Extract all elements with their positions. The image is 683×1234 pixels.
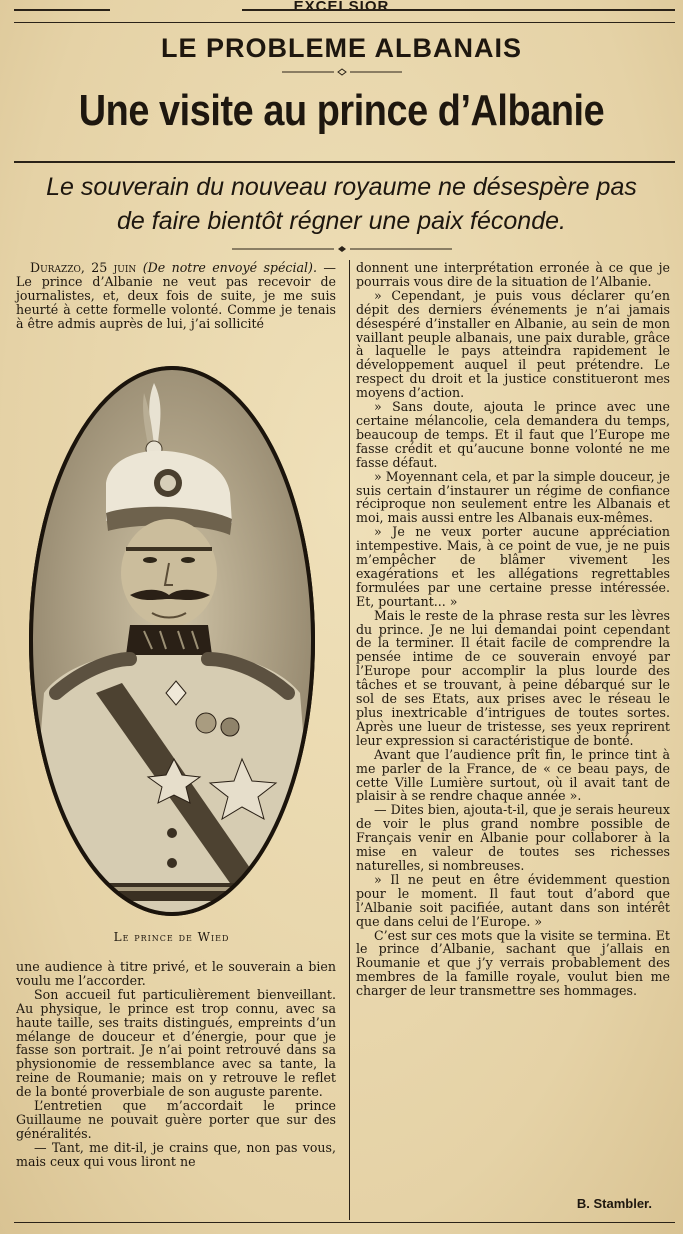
- column-1-top: [16, 261, 336, 331]
- author-signature: B. Stambler.: [576, 1196, 652, 1211]
- col1-paragraph: Son accueil fut particulièrement bienveillant. Au physique, le prince est trop connu, avec sa haute taille, ses traits distingués, empreints d’un mélange de douceur et d’énergie, pour que je fasse son portrait. Je n’ai point retrouvé dans sa physionomie de ressemblance avec sa tante, la reine de Roumanie; mais on y retrouve le reflet de la bonté proverbiale de son auguste parente.: [16, 986, 336, 1100]
- header-rule-right: [242, 9, 675, 11]
- header-rule-under: [14, 22, 675, 23]
- ornament-divider: [282, 67, 402, 80]
- subhead-line-1: Le souverain du nouveau royaume ne désespère pas: [46, 173, 637, 201]
- col2-paragraph: » Cependant, je puis vous déclarer qu’en dépit des derniers événements je n’ai jamais désespéré d’installer en Albanie, au sein de mon vaillant peuple albanais, une paix durable, grâce à laquelle le pays atteindra rapidement le développement auquel il peut prétendre. Le respect du droit et la justice constitueront mes moyens d’action.: [356, 287, 670, 401]
- prince-portrait: [26, 363, 318, 920]
- portrait-caption: Le prince de Wied: [113, 930, 230, 944]
- col1-paragraph: une audience à titre privé, et le souverain a bien voulu me l’accorder.: [16, 959, 336, 988]
- column-1-bottom: [16, 960, 336, 1169]
- article-kicker: LE PROBLEME ALBANAIS: [160, 33, 522, 63]
- col2-paragraph: » Sans doute, ajouta le prince avec une certaine mélancolie, cela demandera du temps, beaucoup de temps. Et il faut que l’Europe me fasse crédit et qu’aucune bonne volonté ne me fasse défaut.: [356, 399, 670, 470]
- col1-paragraph: — Tant, me dit-il, je crains que, non pas vous, mais ceux qui vous liront ne: [16, 1139, 336, 1169]
- subhead-line-2: de faire bientôt régner une paix féconde.: [117, 207, 566, 235]
- bottom-rule: [14, 1222, 675, 1223]
- lead-text: — Le prince d’Albanie ne veut pas recevoir de journalistes, et, deux fois de suite, je me suis heurté à cette formelle volonté. Comme je tenais à être admis auprès de lui, j’ai sollicité: [16, 260, 336, 331]
- col2-paragraph: Avant que l’audience prît fin, le prince tint à me parler de la France, de « ce beau pays, de cette Ville Lumière surtout, où il avait tant de plaisir à se rendre chaque année ».: [356, 746, 670, 804]
- article-headline: Une visite au prince d’Albanie: [78, 86, 605, 135]
- headline-rule: [14, 161, 675, 163]
- lead-paragraph: [16, 261, 336, 331]
- col2-paragraph: » Moyennant cela, et par la simple douceur, je suis certain d’instaurer un régime de confiance réciproque non seulement entre les Albanais et moi, mais aussi entre les Albanais eux-mêmes.: [356, 468, 670, 526]
- dateline: Durazzo, 25 juin: [30, 260, 137, 275]
- column-2: [356, 261, 670, 998]
- col2-paragraph: » Il ne peut en être évidemment question pour le moment. Il faut tout d’abord que l’Albanie soit pacifiée, autant dans son intérêt que dans celui de l’Europe. »: [356, 871, 670, 929]
- ornament-divider-2: [232, 244, 452, 257]
- source-note: (De notre envoyé spécial).: [142, 260, 317, 275]
- col2-paragraph: Mais le reste de la phrase resta sur les lèvres du prince. Je ne lui demandai point cependant de la terminer. Il était facile de comprendre la pensée intime de ce souverain envoyé par l’Europe pour accomplir la plus lourde des tâches et se trouvant, à peine débarqué sur le sol de ses Etats, aux prises avec le réseau le plus inextricable d’intrigues de toutes sortes. Après une lueur de tristesse, ses yeux reprirent leur expression si caractéristique de bonté.: [356, 607, 670, 748]
- col1-paragraph: L’entretien que m’accordait le prince Guillaume ne pouvait guère porter que sur des généralités.: [16, 1098, 336, 1141]
- col2-paragraph: C’est sur ces mots que la visite se termina. Et le prince d’Albanie, sachant que j’allais en Roumanie et que j’y verrais probablement des membres de la famille royale, voulut bien me charger de leur transmettre ses hommages.: [356, 927, 670, 999]
- column-divider: [349, 260, 350, 1220]
- newspaper-name: EXCELSIOR: [293, 0, 390, 15]
- col2-paragraph: » Je ne veux porter aucune appréciation intempestive. Mais, à ce point de vue, je ne puis m’empêcher de blâmer vivement les exagérations et les allégations regrettables formulées par une certaine presse intéressée. Et, pourtant... »: [356, 524, 670, 609]
- article-subhead: [0, 170, 683, 238]
- col2-paragraph: — Dites bien, ajouta-t-il, que je serais heureux de voir le plus grand nombre possible de Français venir en Albanie pour collaborer à la mise en valeur de toutes ses richesses naturelles, si nombreuses.: [356, 802, 670, 873]
- col2-paragraph: donnent une interprétation erronée à ce que je pourrais vous dire de la situation de l’Albanie.: [356, 260, 670, 289]
